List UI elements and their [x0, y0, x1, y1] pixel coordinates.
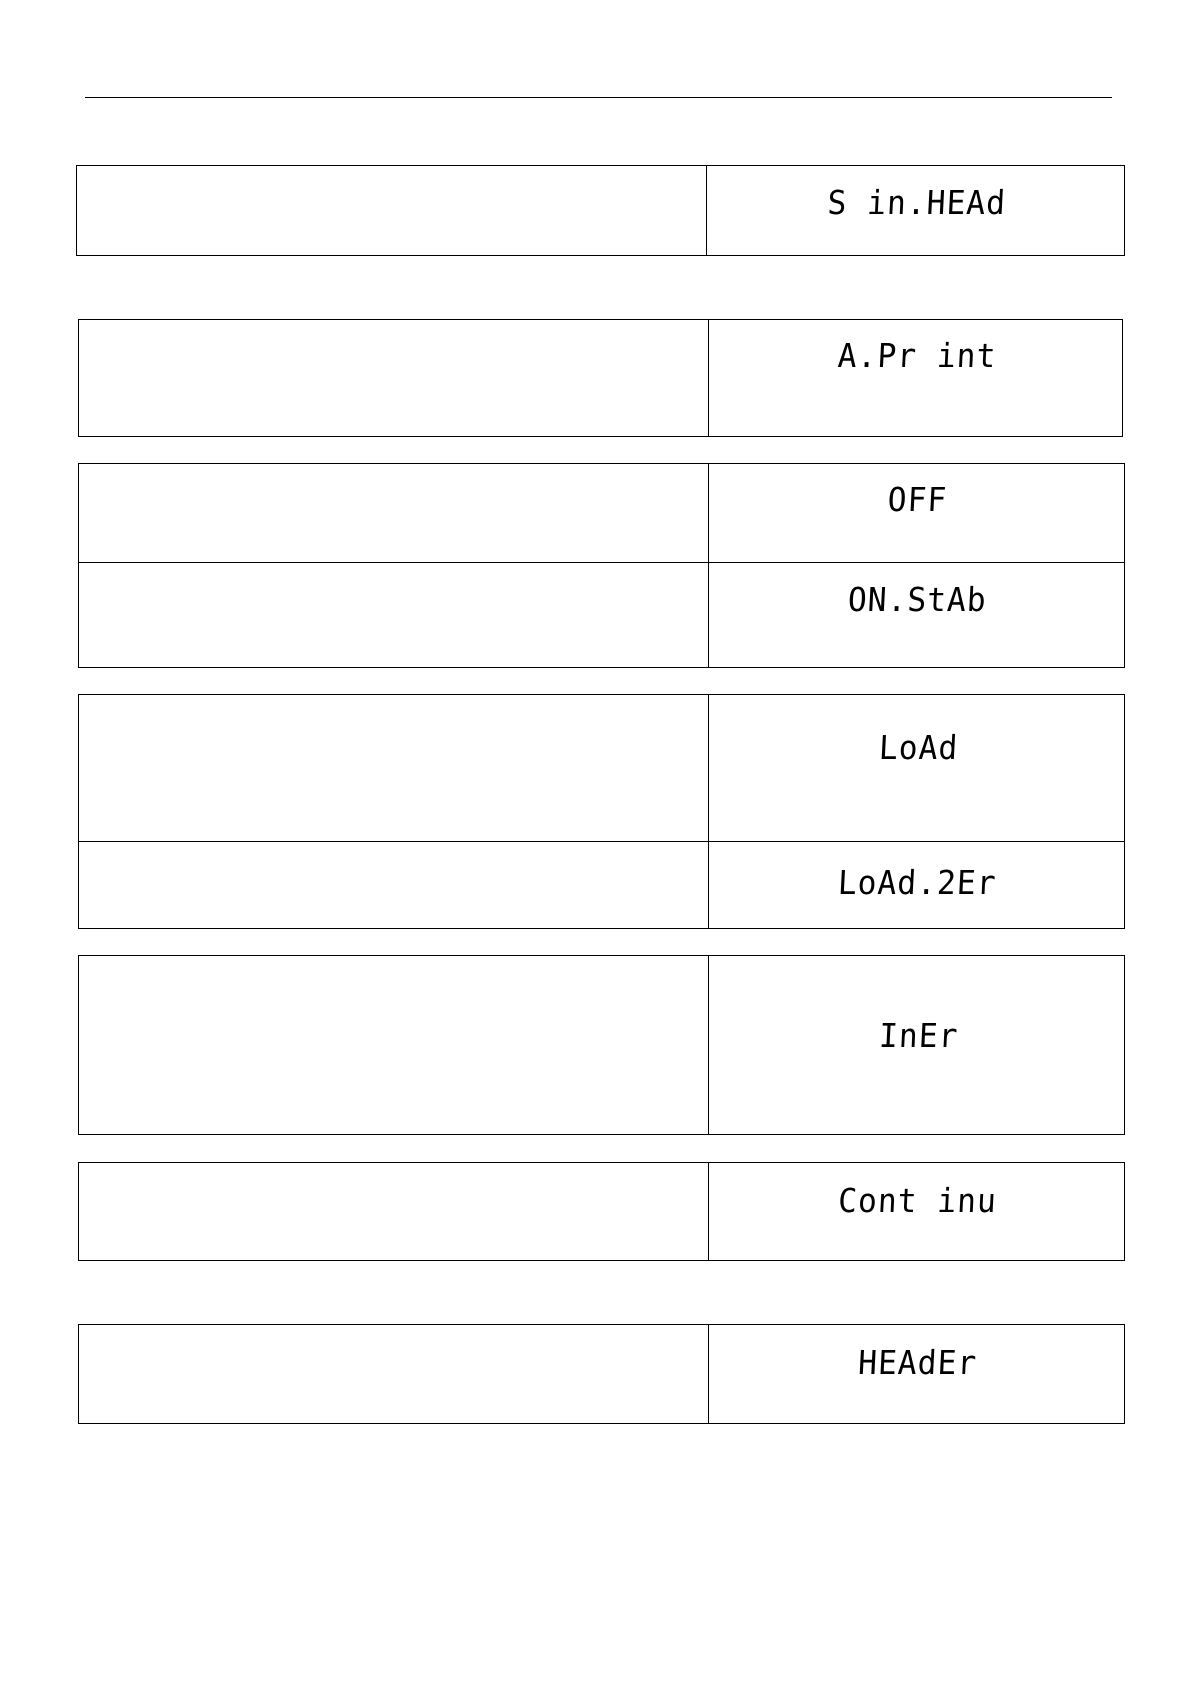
lcd-display-code: InEr: [877, 1016, 960, 1055]
menu-table-continuous: [78, 1162, 1125, 1261]
lcd-display-code: ON.StAb: [847, 580, 989, 619]
lcd-display-code: HEAdEr: [857, 1343, 979, 1382]
lcd-display-code: OFF: [886, 480, 949, 519]
description-cell: [79, 320, 709, 436]
display-code-cell: [709, 563, 1124, 667]
description-cell: [79, 956, 709, 1134]
header-rule: [85, 97, 1112, 98]
table-row: [79, 956, 1124, 1134]
description-cell: [79, 842, 709, 928]
lcd-display-code: LoAd: [877, 728, 960, 767]
display-code-cell: [709, 464, 1124, 562]
menu-table-header: [78, 1324, 1125, 1424]
table-row: [79, 695, 1124, 841]
lcd-display-code: S in.HEAd: [826, 183, 1007, 222]
description-cell: [79, 695, 709, 841]
display-code-cell: [709, 695, 1124, 841]
menu-table-sin-head: [76, 165, 1125, 256]
display-code-cell: [709, 956, 1124, 1134]
table-row: [79, 562, 1124, 667]
display-code-cell: [709, 842, 1124, 928]
menu-table-load: [78, 694, 1125, 929]
display-code-cell: [709, 1325, 1124, 1423]
lcd-display-code: Cont inu: [837, 1181, 998, 1220]
description-cell: [79, 563, 709, 667]
table-row: [79, 1325, 1124, 1423]
display-code-cell: [709, 320, 1122, 436]
menu-table-print-mode: [78, 463, 1125, 668]
menu-table-interval: [78, 955, 1125, 1135]
lcd-display-code: LoAd.2Er: [836, 863, 998, 902]
description-cell: [79, 464, 709, 562]
table-row: [79, 841, 1124, 928]
table-row: [77, 166, 1124, 255]
table-row: [79, 464, 1124, 562]
lcd-display-code: A.Pr int: [836, 336, 998, 375]
display-code-cell: [707, 166, 1124, 255]
menu-table-auto-print: [78, 319, 1123, 437]
table-row: [79, 320, 1122, 436]
display-code-cell: [709, 1163, 1124, 1260]
description-cell: [79, 1325, 709, 1423]
description-cell: [77, 166, 707, 255]
description-cell: [79, 1163, 709, 1260]
table-row: [79, 1163, 1124, 1260]
